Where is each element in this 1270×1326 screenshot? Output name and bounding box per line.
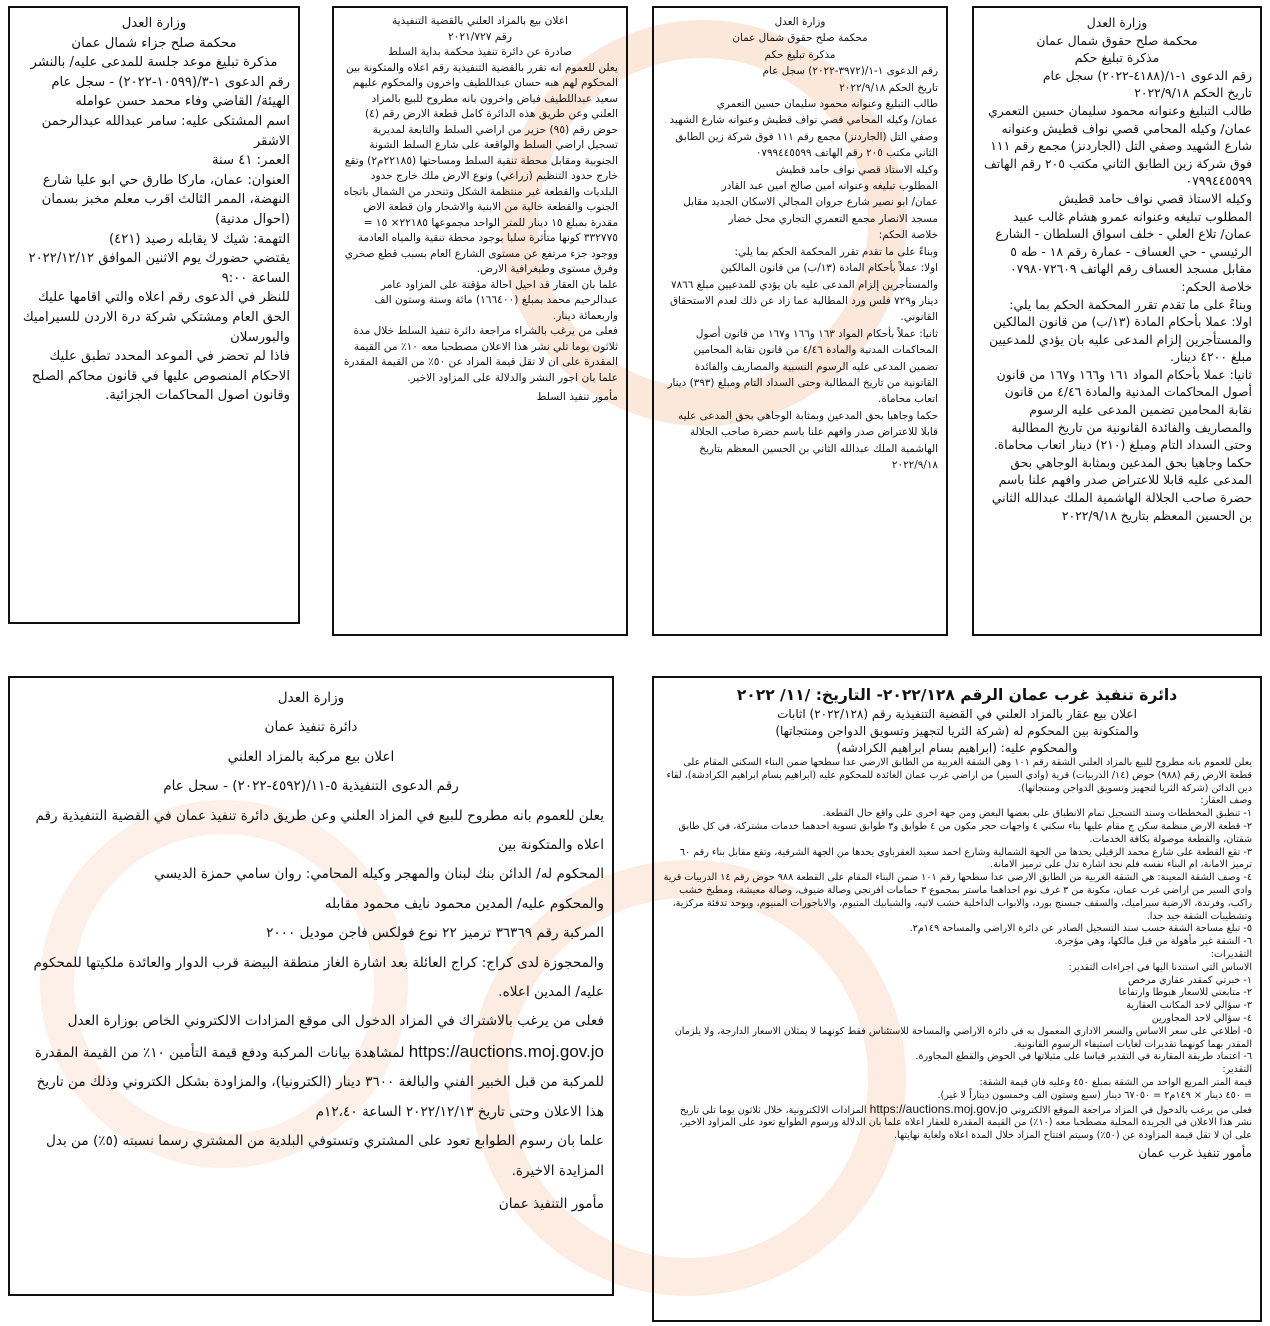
- ruling-closing: حكما وجاهيا بحق المدعين وبمثابة الوجاهي بحق المدعى عليه قابلا للاعتراض صدر وافهم علنا باسم حضرة صاحب الجلالة الهاشمية الملك عبدالله الثاني بن الحسين المعظم بتاريخ ٢٠٢٢/٩/١٨: [991, 454, 1252, 523]
- section-heading: التقدير:: [1222, 1064, 1252, 1076]
- court-heading: محكمة صلح حقوق شمال عمان: [732, 32, 868, 45]
- agent: وكيله الاستاذ قصي نواف حامد قطيش: [775, 163, 938, 176]
- case-number: رقم الدعوى ١-١/(٣٩٧٢-٢٠٢٢) سجل عام: [762, 65, 938, 78]
- description-item: ١- تنطبق المخططات وسند التسجيل تمام الانطباق على بعضها البعض ومن جهة اخرى على واقع حال القطعة.: [822, 808, 1252, 820]
- announcement: يعلن للعموم بانه مطروح للبيع في المزاد العلني وعن طريق دائرة تنفيذ عمان في القضية التنفيذية رقم اعلاه والمتكونة بين: [35, 807, 604, 854]
- auction-body: يعلن للعموم بانه مطروح للبيع بالمزاد العلني الشقة رقم ١٠١ وهي الشقة الغربية من الطابق الارضي عدا سطحها ضمن البناء السكني المقام على قطعة الارض رقم (٩٨٨) حوض (١٤/ الدربيات) قرية (وادي السير) من اراضي غرب عمان العائدة للمحكوم عليه (ابراهيم بسام ابراهيم الكرادشة)، لقاء دين الدائن (شركة الثريا لتجهيز وتسويق الدواجن ومنتجاتها).: [666, 757, 1252, 794]
- description-item: ٥- تبلغ مساحة الشقة حسب سند التسجيل الصادر عن دائرة الاراضي والمساحة ١٤٩م٢.: [909, 923, 1252, 935]
- ruling-intro: وبناءً على ما تقدم تقرر المحكمة الحكم بما يلي:: [1009, 296, 1252, 312]
- notice-judgment-4188: [972, 6, 1262, 636]
- auction-heading: اعلان بيع بالمزاد العلني بالقضية التنفيذية: [392, 15, 568, 27]
- auction-text-a: فعلى من يرغب بالاشتراك في المزاد الدخول الى موقع المزادات الالكتروني الخاص بوزارة العدل: [67, 1013, 604, 1030]
- ministry-heading: وزارة العدل: [1086, 15, 1148, 30]
- auctions-link[interactable]: https://auctions.moj.gov.jo: [869, 1101, 1008, 1116]
- notifier-address: عمان/ وكيله المحامي قصي نواف قطيش وعنوانه شارع الشهيد وصفي التل (الجاردنز) مجمع رقم ١١١ فوق شركة زين الطابق الثاني مكتب ٢٠٥ رقم الهاتف ٠٧٩٩٤٤٥٥٩٩: [669, 114, 938, 160]
- issuer: صادرة عن دائرة تنفيذ محكمة بداية السلط: [388, 46, 572, 58]
- notice-title: دائرة تنفيذ غرب عمان الرقم ٢٠٢٢/١٢٨- التاريخ: /١١/ ٢٠٢٢: [736, 686, 1178, 704]
- basis-item: ٥- اطلاعي على سعر الاساس والسعر الاداري المعمول به في دائرة الاراضي والمساحة للاستئناس فقط كونهما لا يمثلان الاسعار الدارجة، ولا يلزمان المقدر بهما كونهما تقديرات لغايات استيفاء الرسوم القانونية.: [674, 1025, 1252, 1050]
- defendant-age: العمر: ٤١ سنة: [211, 153, 290, 169]
- basis-item: ١- خبرتي كمقدر عقاري مرخص: [1128, 974, 1252, 986]
- garage: والمحجوزة لدى كراج: كراج العائلة بعد اشارة الغاز منطقة البيضة قرب الدوار والعائدة ملكيتها للمحكوم عليه/ المدين اعلاه.: [33, 954, 604, 1001]
- closing-text-b: المزادات الالكترونية، خلال ثلاثون يوما تلي تاريخ نشر هذا الاعلان في الجريدة المحلية مصطحبا معه (١٠٪) من القيمة المقدرة للعقار اعلاه علما بان الدلالة ورسوم الطوابع تعود على المزاود الاخير، على ان لا تقل قيمة المزاودة عن (٥٠٪) وسيتم افتتاح المزاد خلال المدة اعلاه ولغاية نهايتها.: [679, 1104, 1252, 1142]
- notifier: طالب التبليغ وعنوانه محمود سليمان حسين التعمري: [988, 102, 1252, 118]
- section-heading: التقديرات:: [1210, 948, 1252, 960]
- case-number: رقم ٢٠٢١/٧٢٧: [447, 30, 512, 43]
- notified-address: عمان/ ابو نصير شارع جروان المجالي الاسكان الجديد مقابل مسجد الانصار مجمع التعمري التجاري محل خضار: [683, 196, 938, 225]
- absence-warning: فاذا لم تحضر في الموعد المحدد تطبق عليك الاحكام المنصوص عليها في قانون محاكم الصلح وقانون اصول المحاكمات الجزائية.: [31, 349, 290, 404]
- notifier: طالب التبليغ وعنوانه محمود سليمان حسين التعمري: [716, 98, 938, 111]
- defendant-name: اسم المشتكى عليه: سامر عبدالله عبدالرحمن الاشقر: [41, 113, 290, 149]
- description-item: ٢- قطعة الارض منظمة سكن ج مقام عليها بناء سكني ٤ واجهات حجر مكون من ٤ طوابق و٣ طوابق تسوية احدهما خدمات مشتركة، في كل طابق شقتان، والقطعة موصولة بكافة الخدمات.: [678, 820, 1252, 845]
- case-number: رقم الدعوى التنفيذية ٥-١١/(٤٥٩٢-٢٠٢٢) - سجل عام: [163, 778, 459, 795]
- auction-heading: اعلان بيع عقار بالمزاد العلني في القضية التنفيذية رقم (٢٠٢٢/١٢٨) اثابات: [777, 707, 1137, 721]
- agent: وكيله الاستاذ قصي نواف حامد قطيش: [1058, 190, 1252, 206]
- auction-paragraph: [18, 1007, 604, 1127]
- charge: التهمة: شيك لا يقابله رصيد (٤٢١): [109, 231, 290, 247]
- section-heading: وصف العقار:: [1200, 795, 1252, 807]
- valuation-total: = ٤٥٠ دينار × ١٤٩م٢ = ٦٧٠٥٠ دينار (سبع وستون الف وخمسون ديناراً لا غير).: [937, 1089, 1252, 1101]
- department-heading: دائرة تنفيذ عمان: [264, 719, 358, 736]
- notice-hearing-summons: [8, 6, 300, 624]
- notified-party: المطلوب تبليغه وعنوانه عمرو هشام غالب عبيد: [1012, 208, 1252, 224]
- notified-address: عمان/ تلاع العلي - خلف اسواق السلطان - الشارع الرئيسي - حي العساف - عمارة رقم ١٨ - طه ٥ مقابل مسجد العساف رقم الهاتف ٠٧٩٨٠٧٢٦٠٩: [995, 226, 1252, 277]
- closing-paragraph: [662, 1103, 1252, 1143]
- case-number: رقم الدعوى ١-١/(٤١٨٨-٢٠٢٢) سجل عام: [1042, 67, 1252, 83]
- ruling-closing: حكما وجاهيا بحق المدعين وبمثابة الوجاهي بحق المدعى عليه قابلا للاعتراض صدر وافهم علنا باسم حضرة صاحب الجلالة الهاشمية الملك عبدالله الثاني بن الحسين المعظم بتاريخ ٢٠٢٢/٩/١٨: [678, 409, 938, 471]
- ruling-second: ثانيا: عملا بأحكام المواد ١٦١ و١٦٦ و١٦٧ من قانون أصول المحاكمات المدنية والمادة ٤/٤٦ من قانون نقابة المحامين تضمين المدعى عليه الرسوم والمصاريف والفائدة القانونية من تاريخ المطالبة وحتى السداد التام ومبلغ (٢١٠) دينار اتعاب محاماة.: [993, 366, 1252, 453]
- parties-heading: والمتكونة بين المحكوم له (شركة الثريا لتجهيز وتسويق الدواجن ومنتجاتها): [775, 724, 1139, 738]
- auctions-link[interactable]: https://auctions.moj.gov.jo: [408, 1041, 604, 1061]
- basis-item: ٤- سؤالي لاحد المجاورين: [1151, 1012, 1252, 1024]
- case-number: رقم الدعوى ١-٣/(١٠٥٩٩-٢٠٢٢) - سجل عام: [51, 74, 290, 90]
- notice-auction-salt: [332, 6, 628, 636]
- court-heading: محكمة صلح حقوق شمال عمان: [1036, 32, 1198, 48]
- notifier-address: عمان/ وكيله المحامي قصي نواف قطيش وعنوانه شارع الشهيد وصفي التل (الجاردنز) مجمع رقم ١١١ فوق شركة زين الطابق الثاني مكتب ٢٠٥ رقم الهاتف ٠٧٩٩٤٤٥٥٩٩: [983, 120, 1252, 189]
- creditor: المحكوم له/ الدائن بنك لبنان والمهجر وكيله المحامي: روان سامي حمزة الديسي: [154, 866, 604, 883]
- ministry-heading: وزارة العدل: [774, 16, 826, 28]
- defendant-address: العنوان: عمان، ماركا طارق حي ابو عليا شارع النهضة، الممر الثالث اقرب معلم مخبز بسمان (احوال مدنية): [41, 172, 290, 227]
- signature: مأمور تنفيذ السلط: [536, 391, 618, 403]
- basis-heading: الاساس التي استندنا اليها في اجراءات التقدير:: [1068, 961, 1252, 973]
- judgment-date: تاريخ الحكم ٢٠٢٢/٩/١٨: [1134, 85, 1252, 101]
- notice-vehicle-auction: [8, 676, 614, 1296]
- summary-heading: خلاصة الحكم:: [878, 229, 938, 242]
- valuation: قيمة المتر المربع الواحد من الشقة بمبلغ ٤٥٠ وعليه فان قيمة الشقة:: [979, 1076, 1252, 1088]
- memo-heading: مذكرة تبليغ موعد جلسة للمدعى عليه/ بالنشر: [30, 55, 278, 71]
- description-item: ٦- الشقة غير مأهولة من قبل مالكها، وهي مؤجرة.: [1054, 936, 1252, 948]
- ministry-heading: وزارة العدل: [121, 16, 187, 31]
- description-item: ٣- تقع القطعة على شارع محمد الزقيلي يحدها من الجهة الشمالية وشارع احمد سعيد العقرباوي يحدها من الجهة الشرقية، وتقع مقابل بناء رقم ٦٠ ترميز الامانة، ام البناء نفسه فلم نجد اشارة تدل على ترميز الامانة.: [679, 846, 1252, 871]
- ministry-heading: وزارة العدل: [277, 690, 345, 706]
- auction-body: يعلن للعموم انه تقرر بالقضية التنفيذية رقم اعلاه والمتكونة بين المحكوم لهم هبه حسان عبداللطيف واخرون والمحكوم عليهم سعيد عبداللطيف فياض واخرون بانه مطروح للبيع بالمزاد العلني وعن طريق هذه الدائرة كامل قطعة الارض رقم (٤) حوض رقم (٩٥) حزير من اراضي السلط والتابعة لمديرية تسجيل اراضي السلط والواقعة على شارع السلط الشونة الجنوبية ومقابل محطة تنقية السلط ومساحتها (٢٢١٨٥م٢) وتقع خارج حدود التنظيم (زراعي) ونوع الارض ملك خارج حدود البلديات والقطعة غير منتظمة الشكل وتنحدر من الشمال باتجاه الجنوب والقطعة خالية من الابنية والاشجار وان قطعة الاض مقدرة بمبلغ ١٥ دينار للمتر الواحد مجموعها ٢٢١٨٥× ١٥ = ٣٣٢٧٧٥ كونها متأثرة سلبا بوجود محطة تنقية والمياه العادمة ووجود جزء مرتفع عن مستوى الشارع العام بسبب قطع صخري وفرق مستوى وطبغرافية الارض.: [343, 61, 618, 275]
- notice-judgment-3972: [652, 6, 948, 636]
- memo-heading: مذكرة تبليغ حكم: [764, 48, 836, 61]
- description-item: ٤- وصف الشقة المعينة: هي الشقة الغربية من الطابق الارضي عدا سطحها رقم ١٠١ ضمن البناء المقام على القطعة ٩٨٨ حوض رقم ١٤ الدربيات قرية وادي السير من اراضي غرب عمان، مكونة من ٣ غرف نوم احداهما ماستر بمجموع ٣ حمامات افرنجي وصالة ضيوف، وصالة معيشة، ومطبخ خشب راكب، وفرندة، الارضية سيراميك، والسقف جبسنج بورد، والابواب الداخلية خشب لاتيه، والشبابيك المنيوم، والاباجورات المنيوم، ويوجد تدفئة مركزية، وتشطيبات الشقة جيد جدا.: [663, 872, 1252, 922]
- signature: مأمور تنفيذ غرب عمان: [1138, 1145, 1252, 1160]
- notice-apartment-auction: [652, 676, 1262, 1322]
- auction-heading: اعلان بيع مركبة بالمزاد العلني: [227, 748, 395, 765]
- closing-text-a: فعلى من يرغب بالدخول في المزاد مراجعة الموقع الالكتروني: [1010, 1104, 1252, 1116]
- bidding-terms: فعلى من يرغب بالشراء مراجعة دائرة تنفيذ السلط خلال مدة ثلاثون يوما تلي نشر هذا الاعلان مصطحبا معه ١٠٪ من القيمة المقدرة على ان لا تقل قيمة المزاد عن ٥٠٪ من القيمة المقدرة علما بان اجور النشر والدلالة على المزاود الاخير.: [343, 325, 618, 384]
- basis-item: ٦- اعتماد طريقة المقارنة في التقدير قياسا على مثيلاتها في الحوض والقطع المجاورة.: [915, 1051, 1252, 1063]
- auction-text-b: لمشاهدة بيانات المركبة ودفع قيمة التأمين ١٠٪ من القيمة المقدرة للمركبة من قبل الخبير الفني والبالغة ٣٦٠٠ دينار (الكترونيا)، والمزاودة بشكل الكتروني وذلك من تاريخ هذا الاعلان وحتى تاريخ ٢٠٢٢/١٢/١٣ الساعة ١٢،٤٠م: [34, 1044, 604, 1120]
- basis-item: ٣- سؤالي لاحد المكاتب العقارية: [1126, 1000, 1252, 1012]
- hearing-date: يقتضي حضورك يوم الاثنين الموافق ٢٠٢٢/١٢/١٢ الساعة ٩:٠٠: [28, 251, 290, 286]
- debtor: والمحكوم عليه/ المدين محمود نايف محمود مقابله: [324, 895, 604, 912]
- court-heading: محكمة صلح جزاء شمال عمان: [71, 35, 237, 51]
- ruling-intro: وبناءً على ما تقدم تقرر المحكمة الحكم بما يلي:: [734, 245, 938, 258]
- memo-heading: مذكرة تبليغ حكم: [1074, 50, 1160, 66]
- judgment-date: تاريخ الحكم ٢٠٢٢/٩/١٨: [839, 81, 938, 94]
- case-parties: للنظر في الدعوى رقم اعلاه والتي اقامها عليك الحق العام ومشتكي شركة درة الاردن للسيراميك والبورسلان: [22, 290, 290, 345]
- judge: الهيئة/ القاضي وفاء محمد حسن عوامله: [75, 94, 290, 110]
- debtor-heading: والمحكوم عليه: (ابراهيم بسام ابراهيم الكرادشه): [836, 741, 1078, 755]
- vehicle: المركبة رقم ٣٦٣٦٩ ترميز ٢٢ نوع فولكس فاجن موديل ٢٠٠٠: [266, 925, 604, 942]
- basis-item: ٢- متابعتي للاسعار هبوطا وارتفاعا: [1118, 987, 1252, 999]
- ruling-first: اولا: عملا بأحكام المادة (١٣/ب) من قانون المالكين والمستأجرين إلزام المدعى عليه بان يؤدي للمدعيين مبلغ ٤٢٠٠ دينار.: [989, 314, 1252, 365]
- ruling-second: ثانيا: عملاً بأحكام المواد ١٦٣ و١٦٦ و١٦٧ من قانون أصول المحاكمات المدنية والمادة ٤/٤٦ من قانون نقابة المحامين تضمين المدعى عليه الرسوم النسبية والمصاريف والفائدة القانونية من تاريخ المطالبة وحتى السداد التام ومبلغ (٣٩٣) دينار اتعاب محاماة.: [667, 327, 938, 406]
- ruling-first: اولا: عملاً بأحكام المادة (١٣/ب) من قانون المالكين والمستأجرين إلزام المدعى عليه بان يؤدي للمدعيين مبلغ ٧٨٦٦ دينار و٧٢٩ فلس ورد المطالبة عما زاد عن ذلك لعدم الاستحقاق القانوني.: [669, 262, 938, 324]
- summary-heading: خلاصة الحكم:: [1181, 278, 1252, 294]
- notified-party: المطلوب تبليغه وعنوانه امين صالح امين عبد القادر: [721, 180, 938, 193]
- provisional-award: علما بان العقار قد احيل احالة مؤقتة على المزاود عامر عبدالرحيم محمد بمبلغ (١٦٦٤٠٠) مائة وستة وستون الف واربعمائة دينار.: [374, 278, 618, 322]
- signature: مأمور التنفيذ عمان: [498, 1195, 604, 1212]
- fees-note: علما بان رسوم الطوابع تعود على المشتري وتستوفي البلدية من المشتري رسما نسبته (٥٪) من بدل المزايدة الاخيرة.: [45, 1133, 604, 1179]
